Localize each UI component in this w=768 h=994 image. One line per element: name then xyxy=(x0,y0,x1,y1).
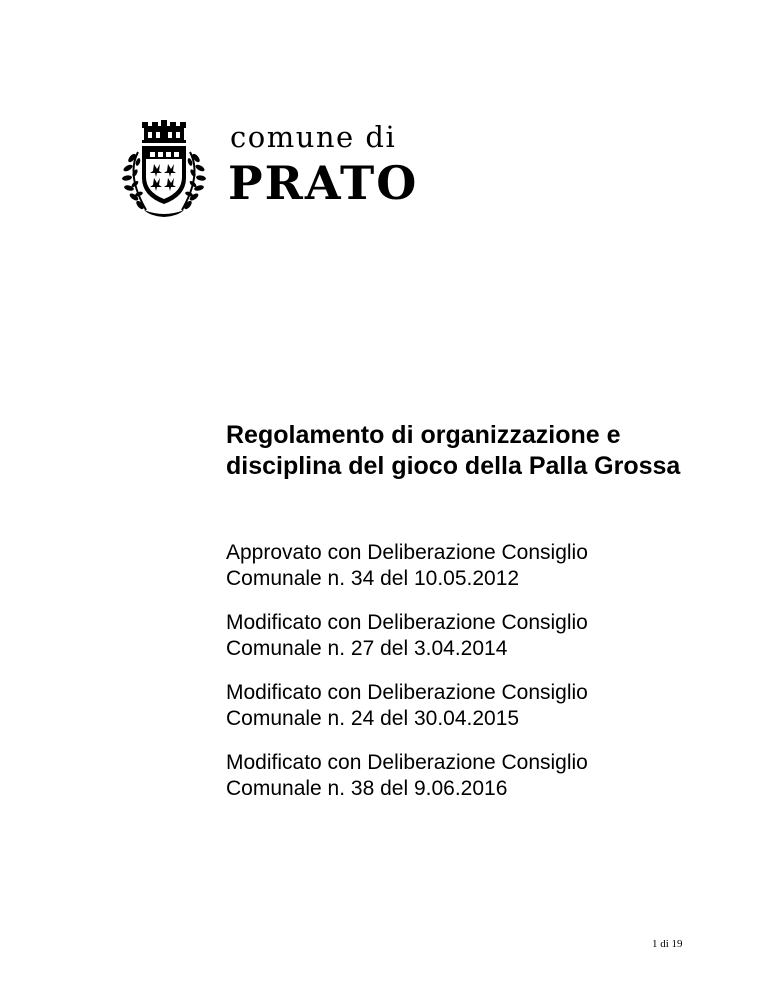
modification-note-line: Comunale n. 27 del 3.04.2014 xyxy=(226,637,508,660)
modification-note-line: Comunale n. 24 del 30.04.2015 xyxy=(226,707,520,730)
document-title: Regolamento di organizzazione e disciplina del gioco della Palla Grossa xyxy=(226,421,681,480)
modification-note-line: Modificato con Deliberazione Consiglio xyxy=(226,681,588,704)
approval-note xyxy=(226,540,696,592)
modification-note-line: Comunale n. 38 del 9.06.2016 xyxy=(226,777,508,800)
prato-coat-of-arms-icon xyxy=(118,120,210,220)
page-number: 1 di 19 xyxy=(652,938,683,950)
logo-text-comune-di: comune di xyxy=(230,120,397,154)
modification-note-line: Modificato con Deliberazione Consiglio xyxy=(226,611,588,634)
modification-note xyxy=(226,680,696,732)
modification-note xyxy=(226,750,696,802)
modification-note-line: Modificato con Deliberazione Consiglio xyxy=(226,751,588,774)
approval-note-line: Approvato con Deliberazione Consiglio xyxy=(226,541,588,564)
approval-note-line: Comunale n. 34 del 10.05.2012 xyxy=(226,567,520,590)
approval-notes xyxy=(226,540,696,820)
comune-di-prato-logo xyxy=(118,120,458,220)
modification-note xyxy=(226,610,696,662)
logo-text-prato: PRATO xyxy=(228,156,419,210)
